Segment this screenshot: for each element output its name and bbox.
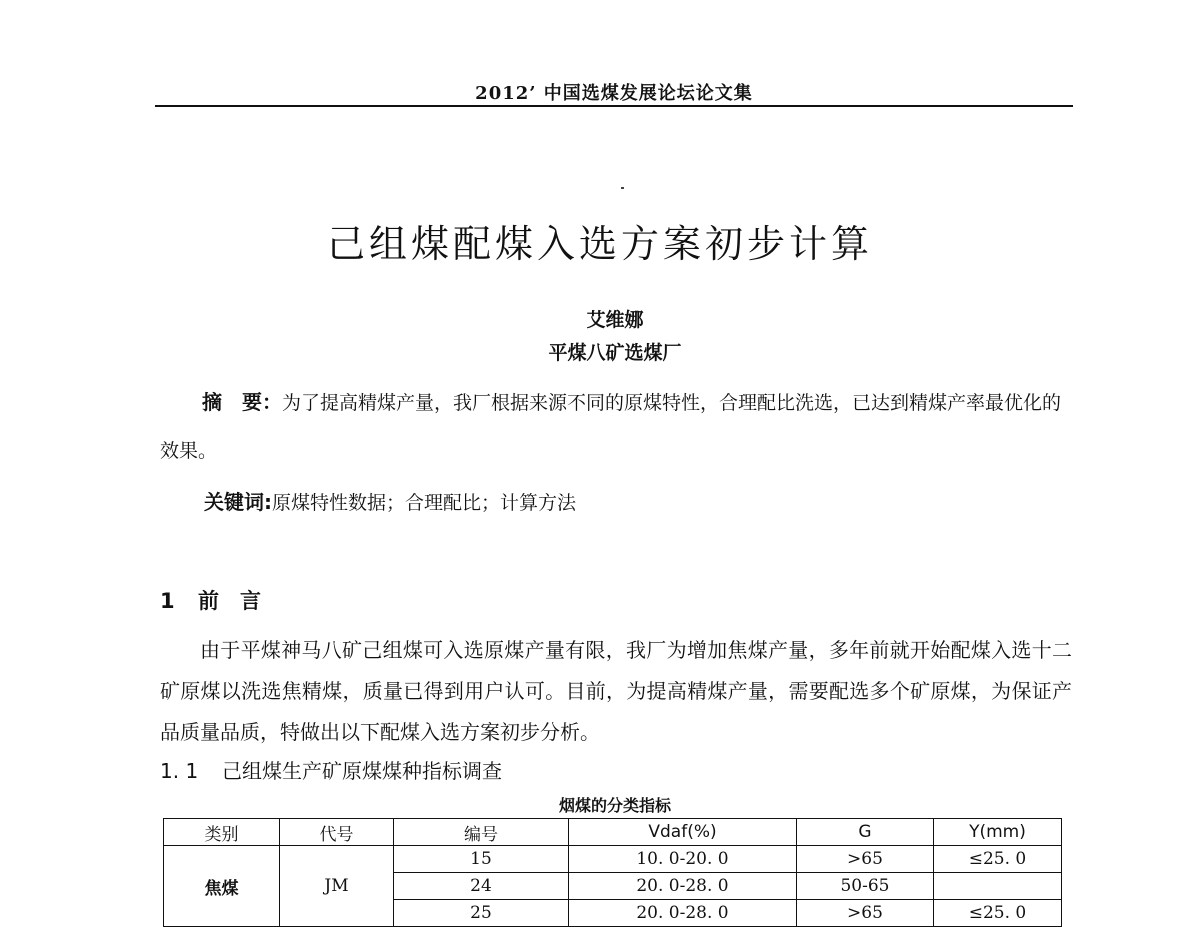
keywords-label: 关键词: [204,490,272,514]
abstract-text: 为了提高精煤产量，我厂根据来源不同的原煤特性，合理配比洗选，已达到精煤产率最优化的效果。 [160,392,1062,462]
code-cell: JM [280,846,394,927]
section-number: 1 [160,589,175,613]
column-header: G [797,819,934,846]
author-name: 艾维娜 [586,309,644,331]
abstract [160,378,1072,475]
vdaf-cell: 20. 0-28. 0 [569,900,797,927]
keywords [204,486,576,515]
number-cell: 15 [394,846,569,873]
table-header-row [164,819,1062,846]
paper-title: 己组煤配煤入选方案初步计算 [326,222,873,266]
subsection-number: 1. 1 [160,759,199,783]
column-header: Vdaf(%) [569,819,797,846]
column-header: 类别 [164,819,280,846]
y-cell: ≤25. 0 [934,846,1062,873]
coal-classification-table [163,818,1062,927]
column-header: Y(mm) [934,819,1062,846]
running-header: 2012’ 中国选煤发展论坛论文集 [475,83,753,104]
g-cell: >65 [797,900,934,927]
number-cell: 24 [394,873,569,900]
y-cell [934,873,1062,900]
section-body [160,630,1072,753]
subsection-title: 己组煤生产矿原煤煤种指标调查 [222,759,502,783]
author-affiliation: 平煤八矿选煤厂 [548,342,682,364]
number-cell: 25 [394,900,569,927]
g-cell: 50-65 [797,873,934,900]
column-header: 代号 [280,819,394,846]
abstract-label: 摘 要： [202,390,282,414]
column-header: 编号 [394,819,569,846]
header-rule [155,105,1073,107]
section-title: 前 言 [198,589,261,613]
vdaf-cell: 10. 0-20. 0 [569,846,797,873]
subsection-heading [160,755,502,784]
body-paragraph: 由于平煤神马八矿己组煤可入选原煤产量有限，我厂为增加焦煤产量，多年前就开始配煤入选十二矿原煤以洗选焦精煤，质量已得到用户认可。目前，为提高精煤产量，需要配选多个矿原煤，为保证产品质量品质，特做出以下配煤入选方案初步分析。 [160,638,1072,744]
g-cell: >65 [797,846,934,873]
y-cell: ≤25. 0 [934,900,1062,927]
keywords-text: 原煤特性数据；合理配比；计算方法 [272,492,577,514]
section-heading [160,585,261,615]
category-cell: 焦煤 [164,846,280,927]
scan-speck [621,187,624,189]
vdaf-cell: 20. 0-28. 0 [569,873,797,900]
table-caption: 烟煤的分类指标 [558,796,671,815]
table-row [164,846,1062,873]
